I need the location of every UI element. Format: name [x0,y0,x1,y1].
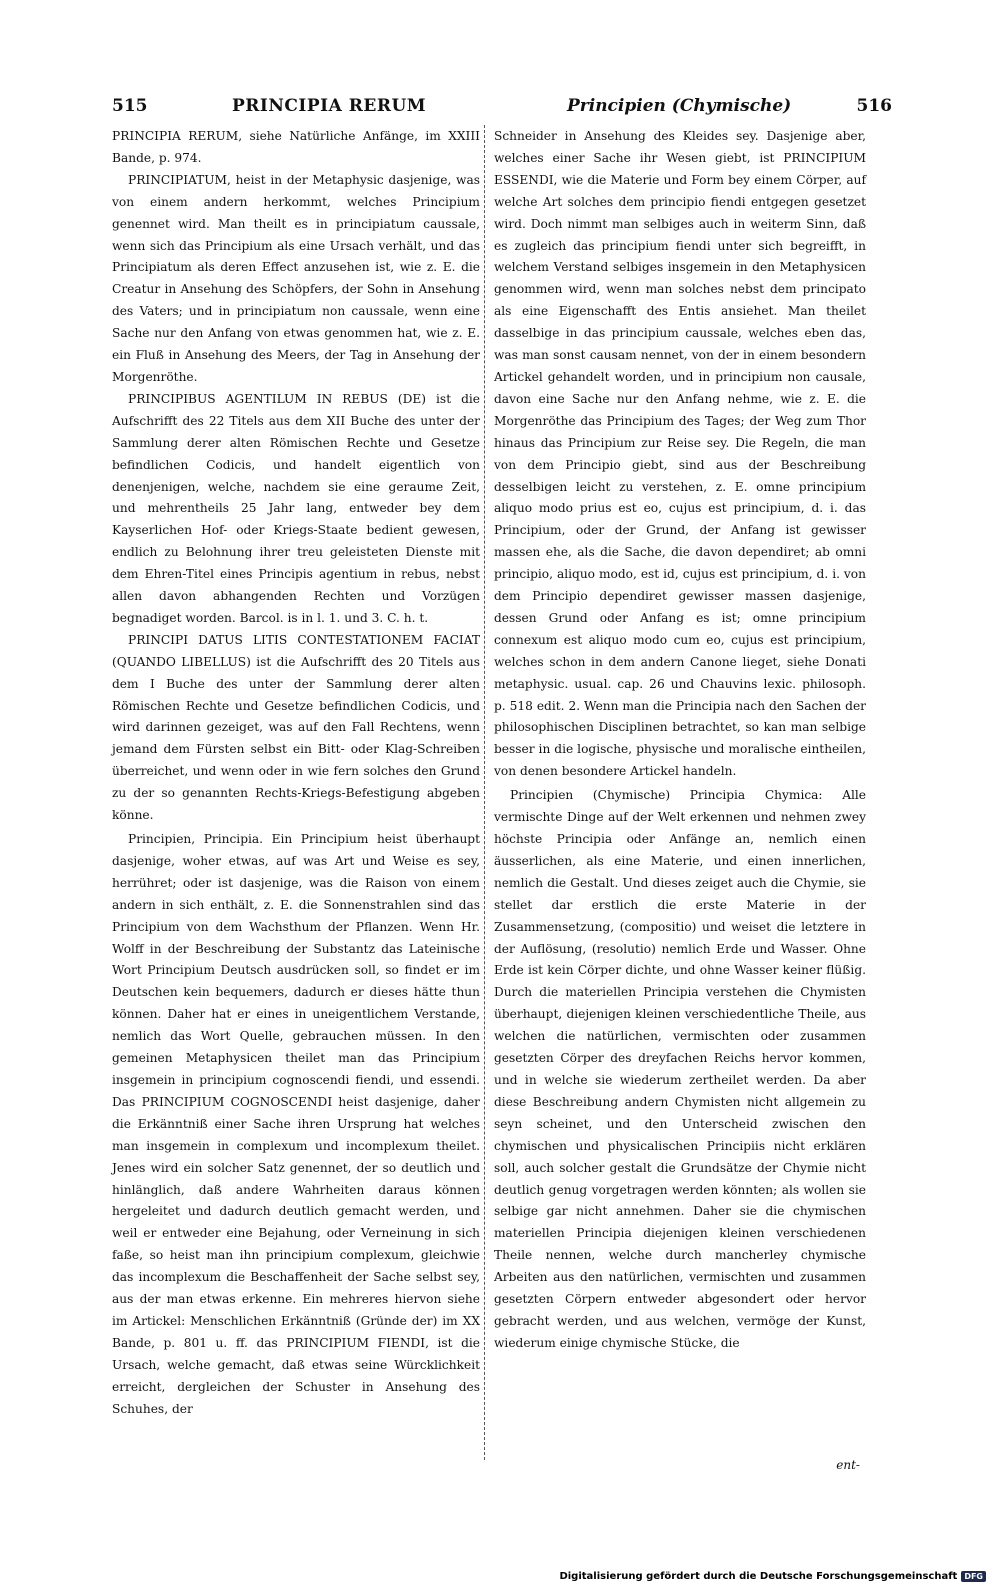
right-column [494,126,866,1355]
entry-paragraph: PRINCIPI DATUS LITIS CONTESTATIONEM FACIAT (QUANDO LIBELLUS) ist die Aufschrifft des 20 Titels aus dem I Buche des unter der Sammlung derer alten Römischen Rechte und Gesetze befindlichen Codicis, und wird darinnen gezeiget, was auf den Fall Rechtens, wenn jemand dem Fürsten selbst ein Bitt- oder Klag-Schreiben überreichet, und wenn oder in wie fern solches den Grund zu der so genannten Rechts-Kriegs-Befestigung abgeben könne. [112,632,480,823]
entry-paragraph: Principien (Chymische) Principia Chymica: Alle vermischte Dinge auf der Welt erkennen und nehmen zwey höchste Principia oder Anfänge an, nemlich einen äusserlichen, als eine Materie, und einen innerlichen, nemlich die Gestalt. Und dieses zeiget auch die Chymie, sie stellet dar erstlich die erste Materie in der Zusammensetzung, (compositio) und weiset die letztere in der Auflösung, (resolutio) nemlich Erde und Wasser. Ohne Erde ist kein Cörper dichte, und ohne Wasser keiner flüßig. Durch die materiellen Principia verstehen die Chymisten überhaupt, diejenigen kleinen verschiedentliche Theile, aus welchen die natürlichen, vermischten oder zusammen gesetzten Cörper des dreyfachen Reichs hervor kommen, und in welche sie wiederum zertheilet werden. Da aber diese Beschreibung andern Chymisten nicht allgemein zu seyn scheinet, und den Unterscheid zwischen den chymischen und physicalischen Principiis nicht erklären soll, auch solcher gestalt die Grundsätze der Chymie nicht deutlich genug vorgetragen werden könnten; als wollen sie selbige gar nicht annehmen. Daher sie die chymischen materiellen Principia diejenigen kleinen verschiedenen Theile nennen, welche durch mancherley chymische Arbeiten aus den natürlichen, vermischten und zusammen gesetzten Cörpern entweder abgesondert oder hervor gebracht werden, und aus welchen, vermöge der Kunst, wiederum einige chymische Stücke, die [494,788,866,1350]
entry-paragraph: PRINCIPIATUM, heist in der Metaphysic dasjenige, was von einem andern herkommt, welches Principium genennet wird. Man theilt es in principiatum caussale, wenn sich das Principium als eine Ursach verhält, und das Principiatum als deren Effect anzusehen ist, wie z. E. die Creatur in Ansehung des Schöpfers, der Sohn in Ansehung des Vaters; und in principiatum non caussale, wenn eine Sache nur den Anfang von etwas genommen hat, wie z. E. ein Fluß in Ansehung des Meers, der Tag in Ansehung der Morgenröthe. [112,172,480,384]
left-running-title: PRINCIPIA RERUM [232,96,427,116]
running-header [112,96,892,126]
footer-credit-text: Digitalisierung gefördert durch die Deutsche Forschungsgemeinschaft [559,1571,958,1582]
entry-paragraph: PRINCIPIBUS AGENTILUM IN REBUS (DE) ist die Aufschrifft des 22 Titels aus dem XII Buche des unter der Sammlung derer alten Römischen Rechte und Gesetze befindlichen Codicis, und handelt eigentlich von denenjenigen, welche, nachdem sie eine geraume Zeit, und mehrentheils 25 Jahr lang, entweder bey dem Kayserlichen Hof- oder Kriegs-Staate bedient gewesen, endlich zu Belohnung ihrer treu geleisteten Dienste mit dem Ehren-Titel eines Principis agentium in rebus, nebst allen davon abhangenden Rechten und Vorzügen begnadiget worden. Barcol. is in l. 1. und 3. C. h. t. [112,391,480,625]
entry-paragraph: Schneider in Ansehung des Kleides sey. Dasjenige aber, welches einer Sache ihr Wesen giebt, ist PRINCIPIUM ESSENDI, wie die Materie und Form bey einem Cörper, auf welche Art solches dem principio fiendi entgegen gesetzet wird. Doch nimmt man selbiges auch in weiterm Sinn, daß es zugleich das principium fiendi unter sich begreifft, in welchem Verstand selbiges insgemein in den Metaphysicen genommen wird, wenn man solches nebst dem principato als eine Eigenschafft des Entis ansiehet. Man theilet dasselbige in das principium caussale, welches eben das, was man sonst causam nennet, von der in einem besondern Artickel gehandelt worden, und in principium non causale, davon eine Sache nur den Anfang nehme, wie z. E. die Morgenröthe das Principium des Tages; der Weg zum Thor hinaus das Principium zur Reise sey. Die Regeln, die man von dem Principio giebt, sind aus der Beschreibung desselbigen leicht zu verstehen, z. E. omne principium aliquo modo prius est eo, cujus est principium, d. i. das Principium, oder der Grund, der Anfang ist gewisser massen ehe, als die Sache, die davon dependiret; ab omni principio, aliquo modo, est id, cujus est principium, d. i. von dem Principio dependiret gewisser massen dasjenige, dessen Grund oder Anfang es ist; omne principium connexum est aliquo modo cum eo, cujus est principium, welches schon in dem andern Canone lieget, siehe Donati metaphysic. usual. cap. 26 und Chauvins lexic. philosoph. p. 518 edit. 2. Wenn man die Principia nach den Sachen der philosophischen Disciplinen betrachtet, so kan man selbige besser in die logische, physische und moralische eintheilen, von denen besondere Artickel handeln. [494,129,866,779]
right-running-title: Principien (Chymische) [567,96,792,116]
column-divider [484,125,485,1460]
right-page-number: 516 [856,96,892,116]
left-column [112,126,480,1420]
left-page-number: 515 [112,96,148,116]
catchword: ent- [836,1458,860,1472]
entry-paragraph: Principien, Principia. Ein Principium heist überhaupt dasjenige, woher etwas, auf was Art und Weise es sey, herrühret; oder ist dasjenige, was die Raison von einem andern in sich enthält, z. E. die Sonnenstrahlen sind das Principium von dem Wachsthum der Pflanzen. Wenn Hr. Wolff in der Beschreibung der Substantz das Lateinische Wort Principium Deutsch ausdrücken soll, so findet er im Deutschen kein bequemers, dadurch er dieses hätte thun können. Daher hat er eines in uneigentlichem Verstande, nemlich das Wort Quelle, gebrauchen müssen. In den gemeinen Metaphysicen theilet man das Principium insgemein in principium cognoscendi fiendi, und essendi. Das PRINCIPIUM COGNOSCENDI heist dasjenige, daher die Erkänntniß einer Sache ihren Ursprung hat welches man insgemein in complexum und incomplexum theilet. Jenes wird ein solcher Satz genennet, der so deutlich und hinlänglich, daß andere Wahrheiten daraus können hergeleitet und dadurch deutlich gemacht werden, und weil er entweder eine Bejahung, oder Verneinung in sich faße, so heist man ihn principium complexum, gleichwie das incomplexum die Beschaffenheit der Sache selbst sey, aus der man etwas erkenne. Ein mehreres hiervon siehe im Artickel: Menschlichen Erkänntniß (Gründe der) im XX Bande, p. 801 u. ff. das PRINCIPIUM FIENDI, ist die Ursach, welche gemacht, daß etwas seine Würcklichkeit erreicht, dergleichen der Schuster in Ansehung des Schuhes, der [112,832,480,1416]
entry-paragraph: PRINCIPIA RERUM, siehe Natürliche Anfänge, im XXIII Bande, p. 974. [112,129,480,165]
dfg-logo-icon: DFG [961,1571,986,1582]
digitization-footer [559,1571,986,1582]
